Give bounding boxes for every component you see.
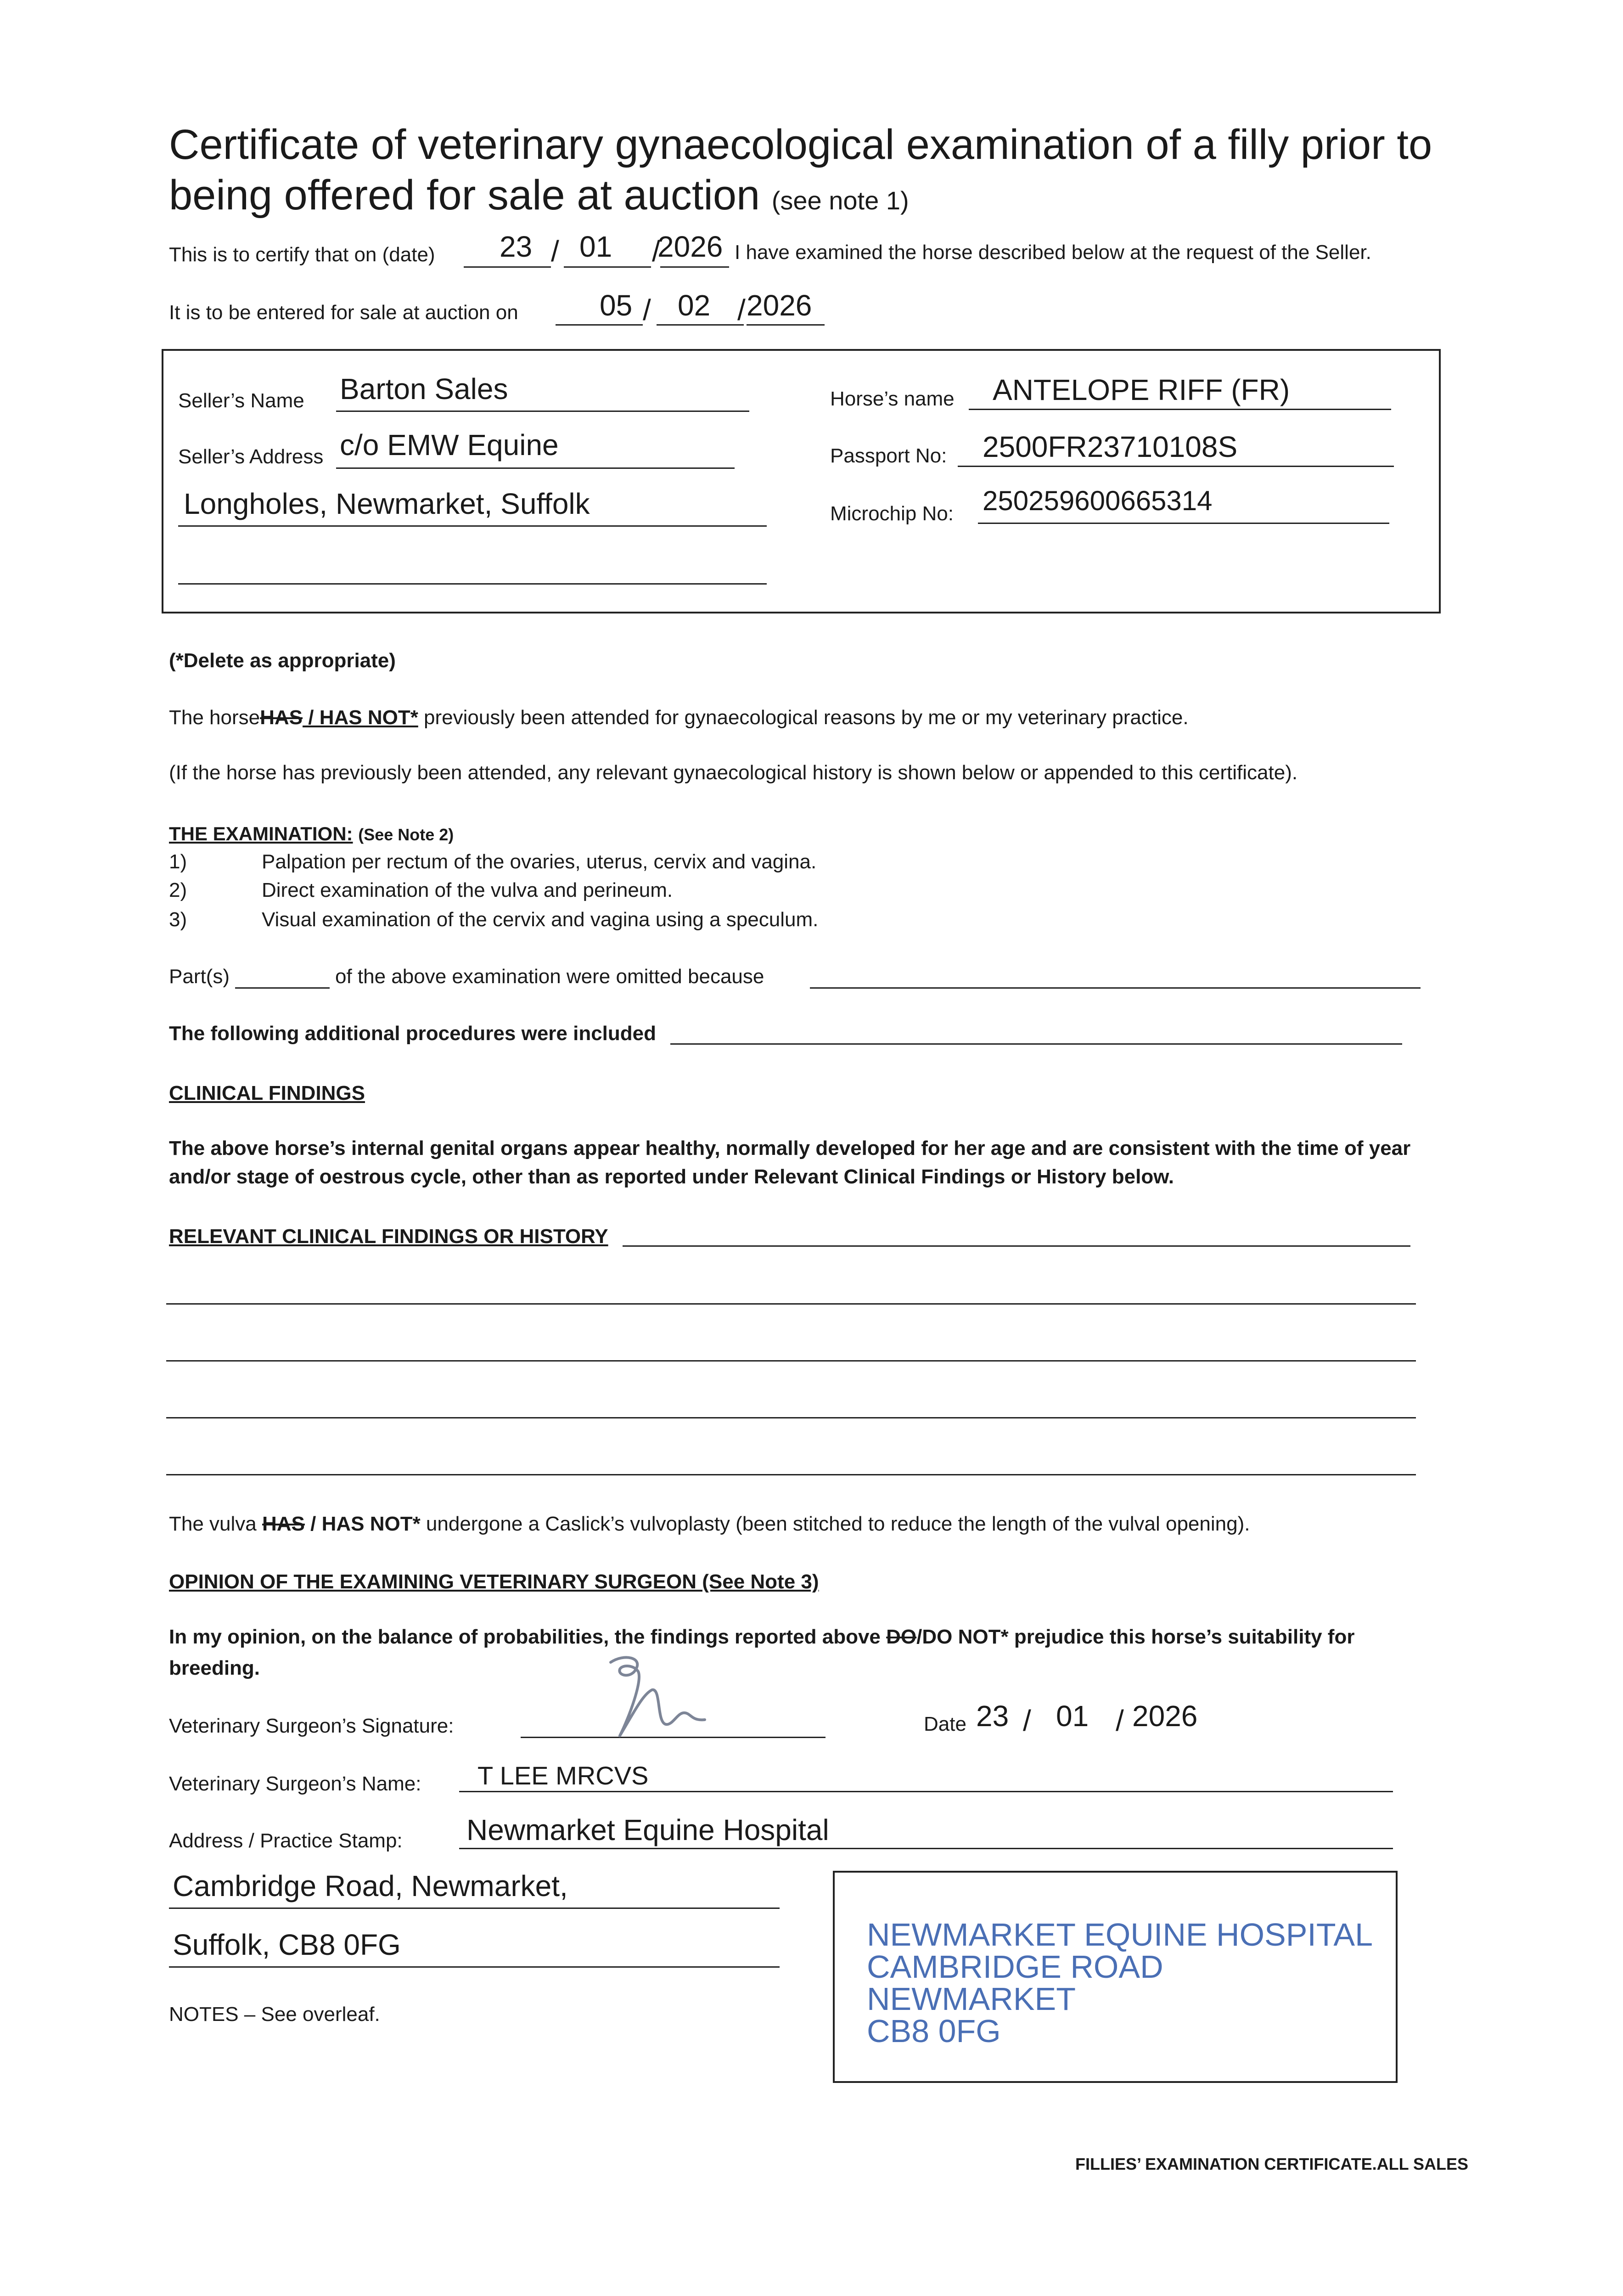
- auction-slash-1: /: [643, 293, 651, 326]
- address-line-1: Newmarket Equine Hospital: [466, 1813, 829, 1846]
- clinical-findings-text-2: and/or stage of oestrous cycle, other than as reported under Relevant Clinical Findings or History below.: [169, 1165, 1174, 1188]
- document-title: [169, 119, 1432, 226]
- examination-item-3: Visual examination of the cervix and vagina using a speculum.: [262, 908, 819, 931]
- opinion-struck-option: DO: [886, 1626, 917, 1648]
- relevant-findings-heading: RELEVANT CLINICAL FINDINGS OR HISTORY: [169, 1225, 608, 1248]
- stamp-line-4: CB8 0FG: [867, 2013, 1001, 2049]
- auction-year: 2026: [747, 289, 812, 322]
- stamp-line-2: CAMBRIDGE ROAD: [867, 1949, 1163, 1985]
- attended-statement: The horseHAS / HAS NOT* previously been attended for gynaecological reasons by me or my veterinary practice.: [169, 706, 1189, 729]
- passport-label: Passport No:: [830, 445, 947, 467]
- horse-name-label: Horse’s name: [830, 388, 955, 410]
- address-label: Address / Practice Stamp:: [169, 1829, 403, 1852]
- microchip-label: Microchip No:: [830, 502, 954, 525]
- omitted-middle: of the above examination were omitted because: [335, 965, 764, 988]
- examination-heading: THE EXAMINATION: (See Note 2): [169, 823, 454, 844]
- certify-day: 23: [500, 230, 533, 263]
- footer-label: FILLIES’ EXAMINATION CERTIFICATE.ALL SALES: [1075, 2155, 1469, 2173]
- certify-slash-1: /: [551, 235, 559, 268]
- vulva-struck-option: HAS: [262, 1513, 305, 1535]
- clinical-findings-text-1: The above horse’s internal genital organs appear healthy, normally developed for her age and are consistent with the time of year: [169, 1137, 1411, 1159]
- title-note: (see note 1): [771, 186, 909, 215]
- seller-address-line-2: Longholes, Newmarket, Suffolk: [184, 487, 590, 520]
- seller-name-value: Barton Sales: [340, 372, 508, 405]
- attended-struck-option: HAS: [260, 706, 303, 729]
- clinical-findings-heading: CLINICAL FINDINGS: [169, 1082, 365, 1104]
- vulva-selected-option: / HAS NOT*: [304, 1513, 421, 1535]
- sign-date-day: 23: [976, 1699, 1009, 1733]
- opinion-heading: OPINION OF THE EXAMINING VETERINARY SURGEON (See Note 3): [169, 1570, 819, 1593]
- opinion-statement: In my opinion, on the balance of probabilities, the findings reported above DO/DO NOT* prejudice this horse’s suitability for: [169, 1626, 1355, 1648]
- attended-selected-option: / HAS NOT*: [303, 706, 418, 729]
- examination-item-2: Direct examination of the vulva and perineum.: [262, 879, 673, 901]
- seller-address-label: Seller’s Address: [178, 445, 324, 468]
- date-label: Date: [924, 1713, 966, 1735]
- seller-name-label: Seller’s Name: [178, 389, 304, 412]
- certify-year: 2026: [657, 230, 723, 263]
- title-line-2: being offered for sale at auction (see note 1): [169, 172, 909, 219]
- attended-note: (If the horse has previously been attended, any relevant gynaecological history is shown below or appended to this certificate).: [169, 761, 1298, 784]
- certify-suffix: I have examined the horse described below at the request of the Seller.: [735, 241, 1371, 264]
- sign-date-month: 01: [1056, 1699, 1089, 1733]
- stamp-line-3: NEWMARKET: [867, 1981, 1076, 2017]
- sign-date-year: 2026: [1132, 1699, 1198, 1733]
- omitted-label: Part(s): [169, 965, 230, 988]
- additional-procedures-label: The following additional procedures were included: [169, 1022, 657, 1045]
- title-line-1: Certificate of veterinary gynaecological examination of a filly prior to: [169, 121, 1432, 168]
- opinion-line-2: breeding.: [169, 1657, 260, 1679]
- examination-item-1-num: 1): [169, 850, 187, 873]
- certify-slash-2: /: [652, 235, 660, 268]
- sign-date-slash-1: /: [1023, 1704, 1031, 1737]
- passport-value: 2500FR23710108S: [983, 430, 1238, 463]
- horse-name-value: ANTELOPE RIFF (FR): [993, 373, 1290, 406]
- address-line-2: Cambridge Road, Newmarket,: [173, 1869, 568, 1902]
- vet-name-label: Veterinary Surgeon’s Name:: [169, 1773, 421, 1795]
- vulva-statement: The vulva HAS / HAS NOT* undergone a Caslick’s vulvoplasty (been stitched to reduce the length of the vulval opening).: [169, 1513, 1250, 1535]
- microchip-value: 250259600665314: [983, 485, 1213, 516]
- certify-prefix: This is to certify that on (date): [169, 243, 435, 266]
- certify-month: 01: [579, 230, 612, 263]
- auction-slash-2: /: [737, 293, 746, 326]
- practice-stamp: [833, 1871, 1398, 2083]
- stamp-line-1: NEWMARKET EQUINE HOSPITAL: [867, 1917, 1373, 1953]
- examination-item-1: Palpation per rectum of the ovaries, uterus, cervix and vagina.: [262, 850, 817, 873]
- seller-address-line-1: c/o EMW Equine: [340, 428, 559, 461]
- sign-date-slash-2: /: [1116, 1704, 1124, 1737]
- delete-note: (*Delete as appropriate): [169, 649, 396, 672]
- signature-label: Veterinary Surgeon’s Signature:: [169, 1715, 454, 1737]
- signature-mark: [592, 1644, 730, 1745]
- address-line-3: Suffolk, CB8 0FG: [173, 1928, 401, 1961]
- vet-name-value: T LEE MRCVS: [477, 1761, 649, 1790]
- auction-month: 02: [678, 289, 711, 322]
- notes-label: NOTES – See overleaf.: [169, 2003, 380, 2026]
- examination-item-2-num: 2): [169, 879, 187, 901]
- examination-item-3-num: 3): [169, 908, 187, 931]
- auction-day: 05: [600, 289, 633, 322]
- auction-prefix: It is to be entered for sale at auction on: [169, 301, 518, 324]
